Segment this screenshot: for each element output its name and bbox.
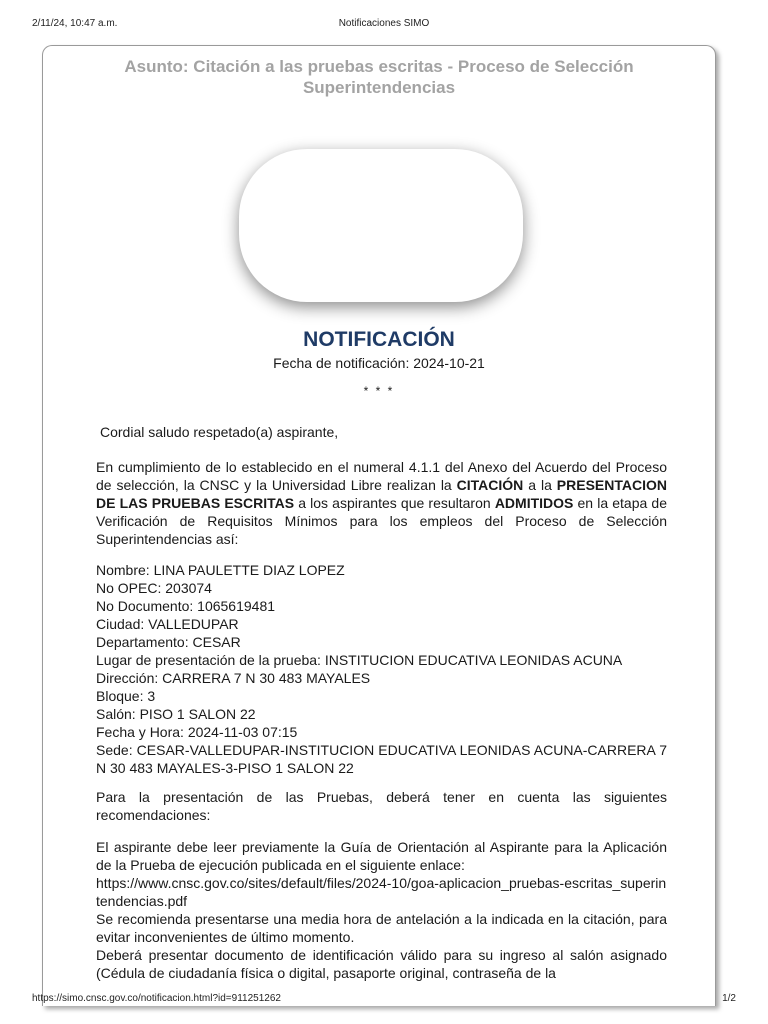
print-header (32, 18, 736, 32)
notification-card (42, 45, 716, 1006)
field-ciudad: Ciudad: VALLEDUPAR (96, 616, 239, 632)
recommendations-intro: Para la presentación de las Pruebas, deberá tener en cuenta las siguientes recomendaciones: (96, 789, 667, 823)
field-opec: No OPEC: 203074 (96, 580, 212, 596)
intro-text-1: En cumplimiento de lo establecido en el numeral 4.1.1 del Anexo del Acuerdo del Proceso de selección, la CNSC y la Universidad Libre realizan la (96, 459, 667, 493)
print-url: https://simo.cnsc.gov.co/notificacion.html?id=911251262 (32, 993, 281, 1004)
intro-paragraph (96, 458, 667, 548)
greeting-text: Cordial saludo respetado(a) aspirante, (100, 424, 339, 440)
intro-bold-admitidos: ADMITIDOS (494, 495, 574, 511)
print-footer (32, 993, 736, 1007)
print-page-title: Notificaciones SIMO (338, 18, 430, 29)
field-nombre: Nombre: LINA PAULETTE DIAZ LOPEZ (96, 562, 345, 578)
candidate-details (96, 561, 667, 777)
field-fecha-hora: Fecha y Hora: 2024-11-03 07:15 (96, 724, 298, 740)
recommendation-guide: El aspirante debe leer previamente la Guía de Orientación al Aspirante para la Aplicación de la Prueba de ejecución publicada en el siguiente enlace: (96, 839, 667, 873)
print-date: 2/11/24, 10:47 a.m. (32, 18, 118, 29)
field-documento: No Documento: 1065619481 (96, 598, 276, 614)
page-number: 1/2 (722, 993, 736, 1004)
field-sede: Sede: CESAR-VALLEDUPAR-INSTITUCION EDUCATIVA LEONIDAS ACUNA-CARRERA 7 N 30 483 MAYALES-3-PISO 1 SALON 22 (96, 742, 667, 776)
recommendation-id-document: Deberá presentar documento de identificación válido para su ingreso al salón asignado (Cédula de ciudadanía física o digital, pasaporte original, contraseña de la (96, 947, 667, 981)
intro-text-3: a los aspirantes que resultaron (294, 495, 495, 511)
guide-link[interactable]: https://www.cnsc.gov.co/sites/default/files/2024-10/goa-aplicacion_pruebas-escritas_superintendencias.pdf (96, 875, 667, 909)
field-direccion: Dirección: CARRERA 7 N 30 483 MAYALES (96, 670, 371, 686)
intro-bold-presentacion: PRESENTACION DE LAS PRUEBAS ESCRITAS (96, 477, 667, 511)
subject-heading: Asunto: Citación a las pruebas escritas - Proceso de Selección Superintendencias (124, 57, 634, 97)
intro-text-4: en la etapa de Verificación de Requisitos Mínimos para los empleos del Proceso de Selección Superintendencias así: (96, 495, 668, 547)
notification-date: Fecha de notificación: 2024-10-21 (273, 355, 485, 371)
recommendations-list (96, 838, 667, 982)
field-lugar: Lugar de presentación de la prueba: INSTITUCION EDUCATIVA LEONIDAS ACUNA (96, 652, 623, 668)
field-bloque: Bloque: 3 (96, 688, 156, 704)
logo-placeholder (239, 149, 523, 302)
notification-title: NOTIFICACIÓN (303, 328, 455, 351)
field-salon: Salón: PISO 1 SALON 22 (96, 706, 256, 722)
intro-bold-citacion: CITACIÓN (456, 477, 524, 493)
separator-stars: * * * (363, 384, 395, 398)
intro-text-2: a la (523, 477, 557, 493)
recommendation-arrival: Se recomienda presentarse una media hora de antelación a la indicada en la citación, para evitar inconvenientes de último momento. (96, 911, 667, 945)
field-departamento: Departamento: CESAR (96, 634, 241, 650)
